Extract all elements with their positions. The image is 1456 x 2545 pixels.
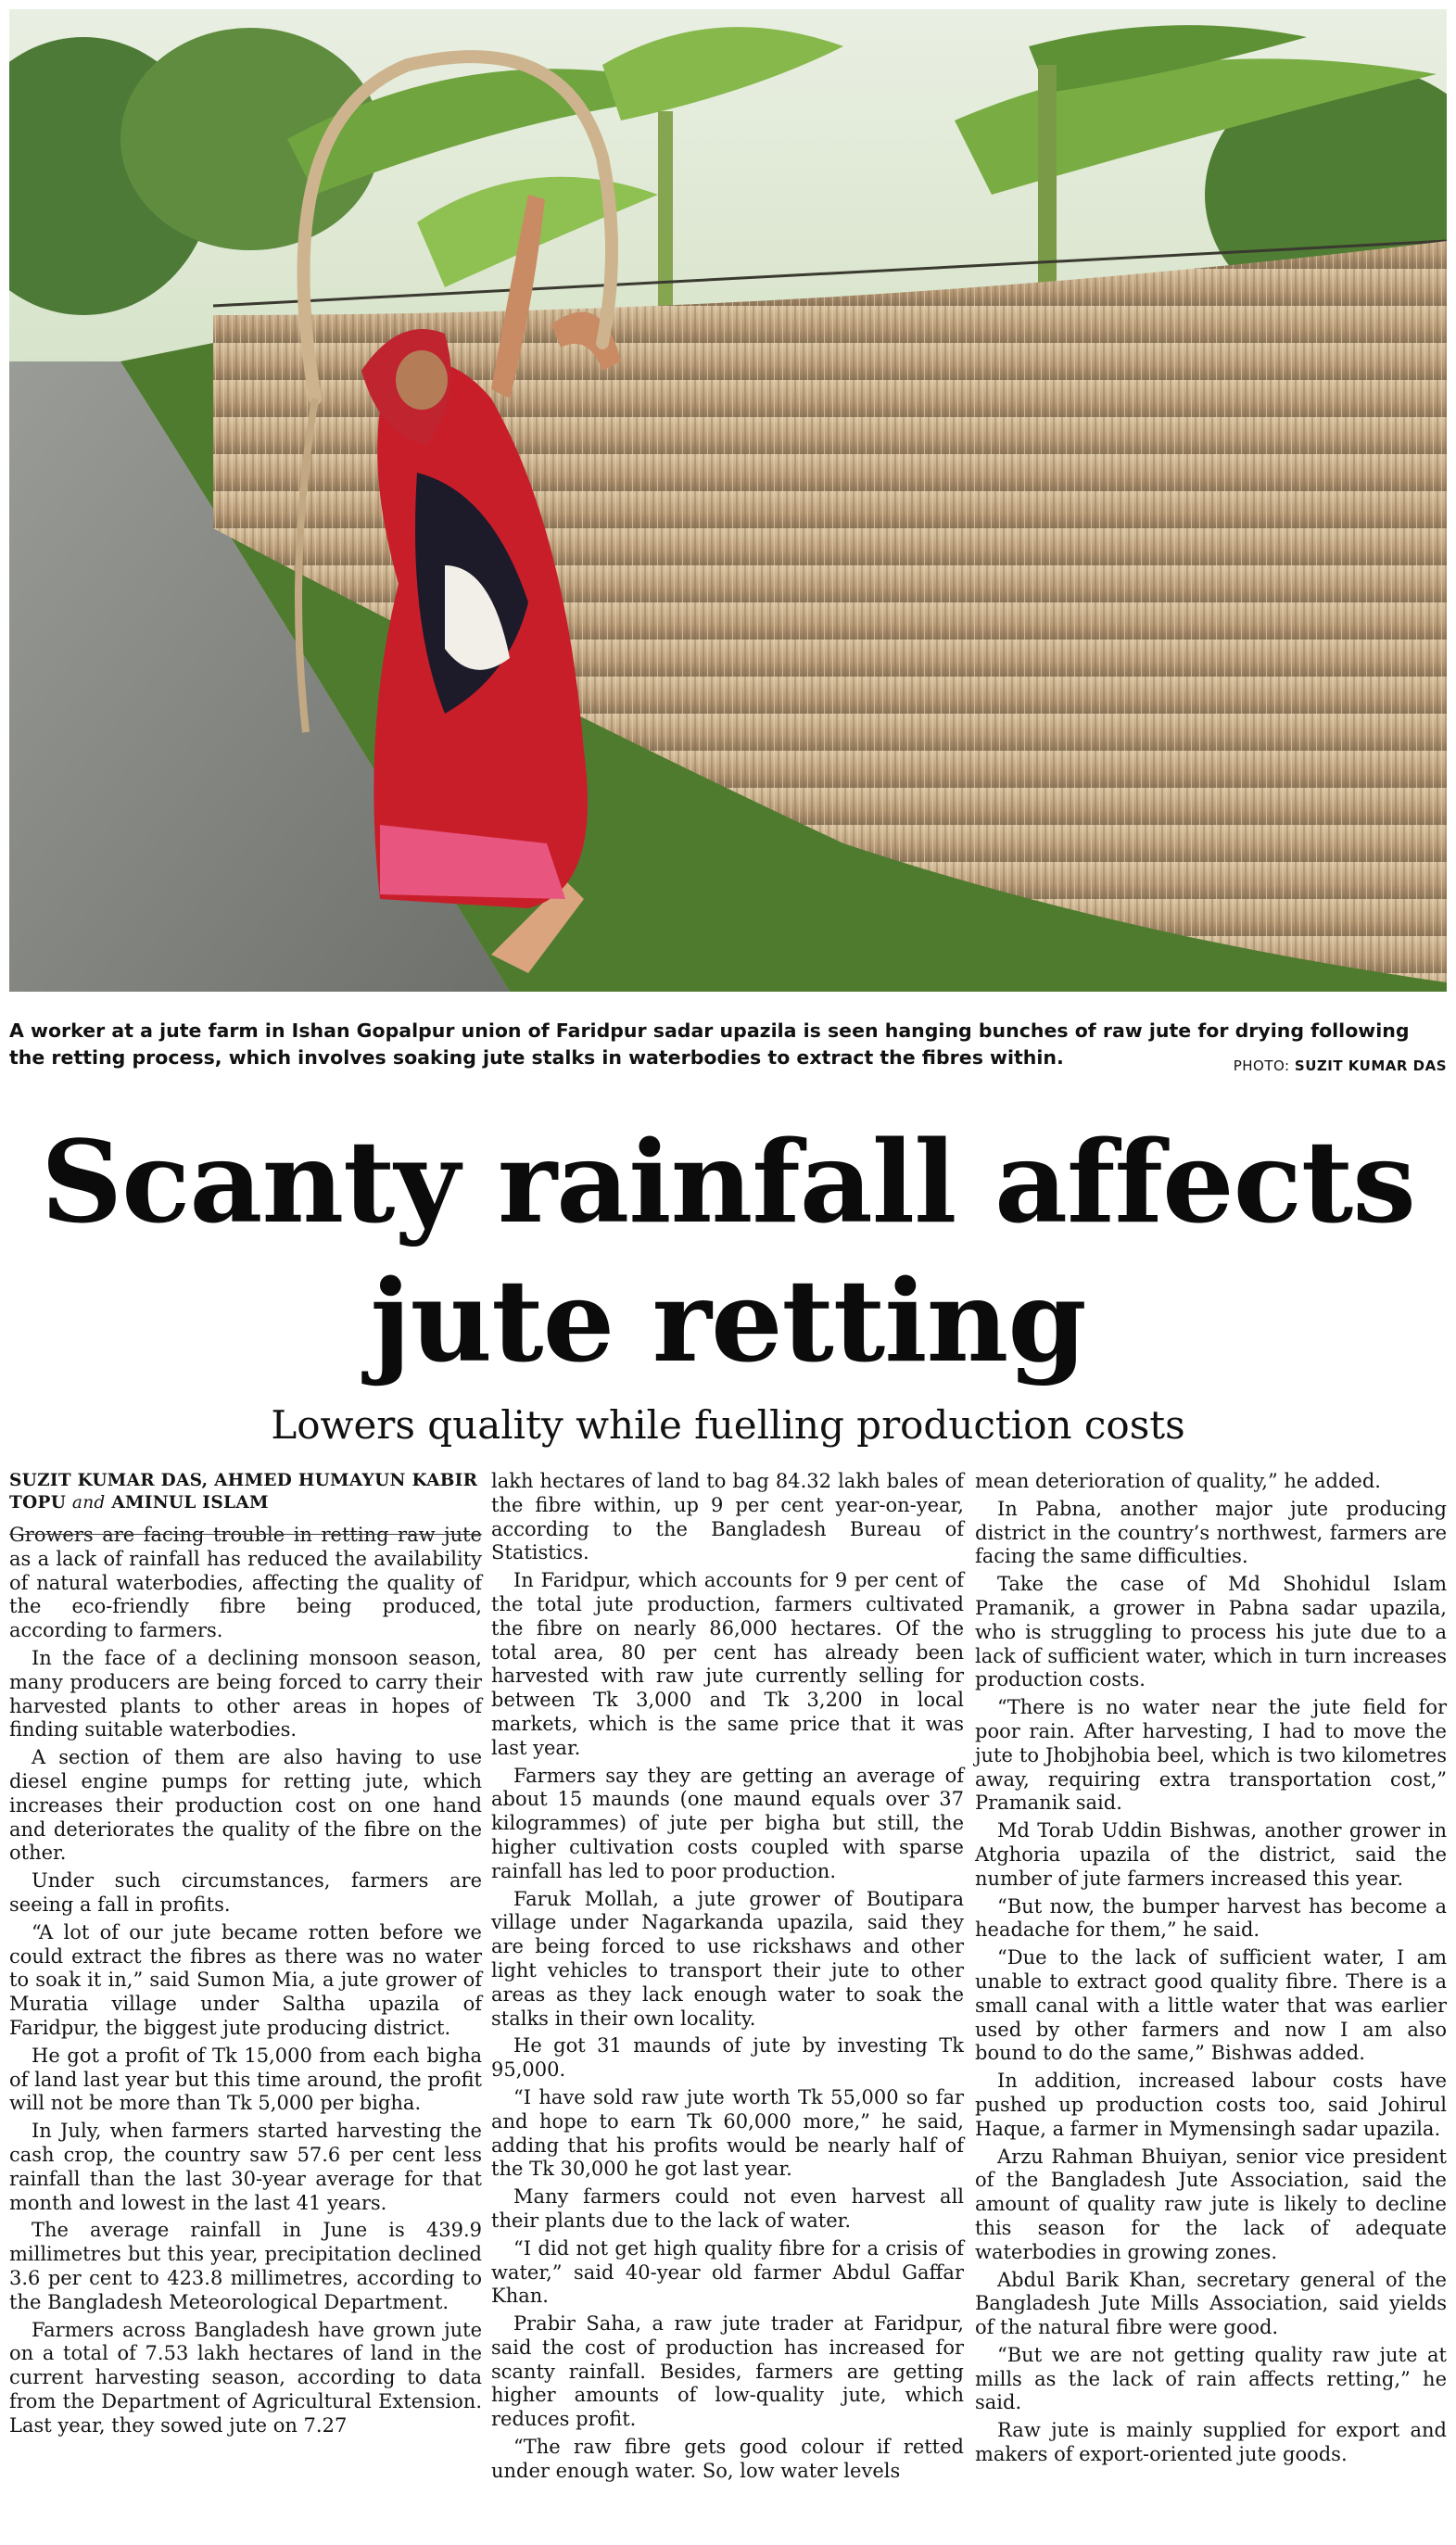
paragraph: “I have sold raw jute worth Tk 55,000 so far and hope to earn Tk 60,000 more,” he said, adding that his profits would be nearly half of the Tk 30,000 he got last year. (491, 2085, 964, 2181)
paragraph: Farmers say they are getting an average of about 15 maunds (one maund equals over 37 kilogrammes) of jute per bigha but still, the higher cultivation costs coupled with sparse rainfall has led to poor production. (491, 1764, 964, 1882)
byline-names: SUZIT KUMAR DAS, AHMED HUMAYUN KABIR TOPU (9, 1471, 478, 1513)
article-column-3 (975, 1470, 1447, 2471)
paragraph: Farmers across Bangladesh have grown jute on a total of 7.53 lakh hectares of land in the current harvesting season, according to data from the Department of Agricultural Extension. Last year, they sowed jute on 7.27 (9, 2318, 482, 2437)
paragraph: Growers are facing trouble in retting raw jute as a lack of rainfall has reduced the availability of natural waterbodies, affecting the quality of the eco-friendly fibre being produced, according to farmers. (9, 1524, 482, 1642)
paragraph: “The raw fibre gets good colour if retted under enough water. So, low water levels (491, 2436, 964, 2482)
paragraph: Md Torab Uddin Bishwas, another grower in Atghoria upazila of the district, said the number of jute farmers increased this year. (975, 1819, 1447, 1890)
paragraph: Prabir Saha, a raw jute trader at Faridpur, said the cost of production has increased for scanty rainfall. Besides, farmers are getting higher amounts of low-quality jute, which reduces profit. (491, 2312, 964, 2431)
paragraph: “Due to the lack of sufficient water, I am unable to extract good quality fibre. There is a small canal with a little water that was earlier used by other farmers and now I am also bound to do the same,” Bishwas added. (975, 1946, 1447, 2065)
byline-last: AMINUL ISLAM (111, 1493, 269, 1513)
byline (9, 1470, 482, 1514)
paragraph: In addition, increased labour costs have pushed up production costs too, said Johirul Haque, a farmer in Mymensingh sadar upazila. (975, 2070, 1447, 2140)
paragraph: The average rainfall in June is 439.9 millimetres but this year, precipitation declined 3.6 per cent to 423.8 millimetres, according to the Bangladesh Meteorological Department. (9, 2219, 482, 2313)
jute-drying-photo (9, 9, 1447, 992)
paragraph: In Pabna, another major jute producing district in the country’s northwest, farmers are facing the same difficulties. (975, 1497, 1447, 1568)
headline-line-1: Scanty rainfall affects (41, 1115, 1415, 1248)
photo-caption: A worker at a jute farm in Ishan Gopalpur union of Faridpur sadar upazila is seen hanging bunches of raw jute for drying following the retting process, which involves soaking jute stalks in waterbodies to extract the fibres within. (9, 1019, 1410, 1069)
paragraph: In July, when farmers started harvesting the cash crop, the country saw 57.6 per cent less rainfall than the last 30-year average for that month and lowest in the last 41 years. (9, 2120, 482, 2214)
paragraph: In the face of a declining monsoon season, many producers are being forced to carry their harvested plants to other areas in hopes of finding suitable waterbodies. (9, 1646, 482, 1741)
paragraph: Arzu Rahman Bhuiyan, senior vice president of the Bangladesh Jute Association, said the amount of quality raw jute is likely to decline this season for the lack of adequate waterbodies in growing zones. (975, 2145, 1447, 2263)
article-column-1 (9, 1470, 482, 2441)
paragraph: Raw jute is mainly supplied for export and makers of export-oriented jute goods. (975, 2419, 1447, 2466)
photo-illustration (9, 9, 1447, 992)
paragraph: “I did not get high quality fibre for a crisis of water,” said 40-year old farmer Abdul Gaffar Khan. (491, 2236, 964, 2308)
paragraph: “But now, the bumper harvest has become a headache for them,” he said. (975, 1894, 1447, 1942)
paragraph: He got 31 maunds of jute by investing Tk 95,000. (491, 2034, 964, 2082)
paragraph: Abdul Barik Khan, secretary general of the Bangladesh Jute Mills Association, said yields of the natural fibre were good. (975, 2268, 1447, 2339)
photo-credit (1234, 1057, 1447, 1074)
byline-and: and (71, 1493, 106, 1513)
paragraph: Take the case of Md Shohidul Islam Pramanik, a grower in Pabna sadar upazila, who is struggling to process his jute due to a lack of sufficient water, which in turn increases production costs. (975, 1573, 1447, 1691)
credit-name: SUZIT KUMAR DAS (1294, 1057, 1447, 1074)
headline-line-2: jute retting (370, 1254, 1086, 1387)
paragraph: Faruk Mollah, a jute grower of Boutipara village under Nagarkanda upazila, said they are being forced to use rickshaws and other light vehicles to transport their jute to other areas as they lack enough water to soak the stalks in their own locality. (491, 1887, 964, 2030)
paragraph: lakh hectares of land to bag 84.32 lakh bales of the fibre within, up 9 per cent year-on-year, according to the Bangladesh Bureau of Statistics. (491, 1470, 964, 1564)
article-column-2 (491, 1470, 964, 2488)
paragraph: A section of them are also having to use diesel engine pumps for retting jute, which increases their production cost on one hand and deteriorates the quality of the fibre on the other. (9, 1746, 482, 1865)
byline-rule (9, 1534, 482, 1535)
paragraph: “There is no water near the jute field for poor rain. After harvesting, I had to move the jute to Jhobjhobia beel, which is two kilometres away, requiring extra transportation cost,” Pramanik said. (975, 1696, 1447, 1815)
credit-prefix: PHOTO: (1233, 1057, 1295, 1074)
paragraph: mean deterioration of quality,” he added. (975, 1470, 1381, 1492)
paragraph: He got a profit of Tk 15,000 from each bigha of land last year but this time around, the profit will not be more than Tk 5,000 per bigha. (9, 2044, 482, 2115)
paragraph: “A lot of our jute became rotten before we could extract the fibres as there was no water to soak it in,” said Sumon Mia, a jute grower of Muratia village under Saltha upazila of Faridpur, the biggest jute producing district. (9, 1920, 482, 2039)
paragraph: Under such circumstances, farmers are seeing a fall in profits. (9, 1869, 482, 1916)
subheadline: Lowers quality while fuelling production costs (271, 1402, 1185, 1448)
paragraph: Many farmers could not even harvest all their plants due to the lack of water. (491, 2185, 964, 2232)
paragraph: In Faridpur, which accounts for 9 per cent of the total jute production, farmers cultivated the fibre on nearly 86,000 hectares. Of the total area, 80 per cent has already been harvested with raw jute currently selling for between Tk 3,000 and Tk 3,200 in local markets, which is the same price that it was last year. (491, 1569, 964, 1759)
paragraph: “But we are not getting quality raw jute at mills as the lack of rain affects retting,” he said. (975, 2343, 1447, 2414)
